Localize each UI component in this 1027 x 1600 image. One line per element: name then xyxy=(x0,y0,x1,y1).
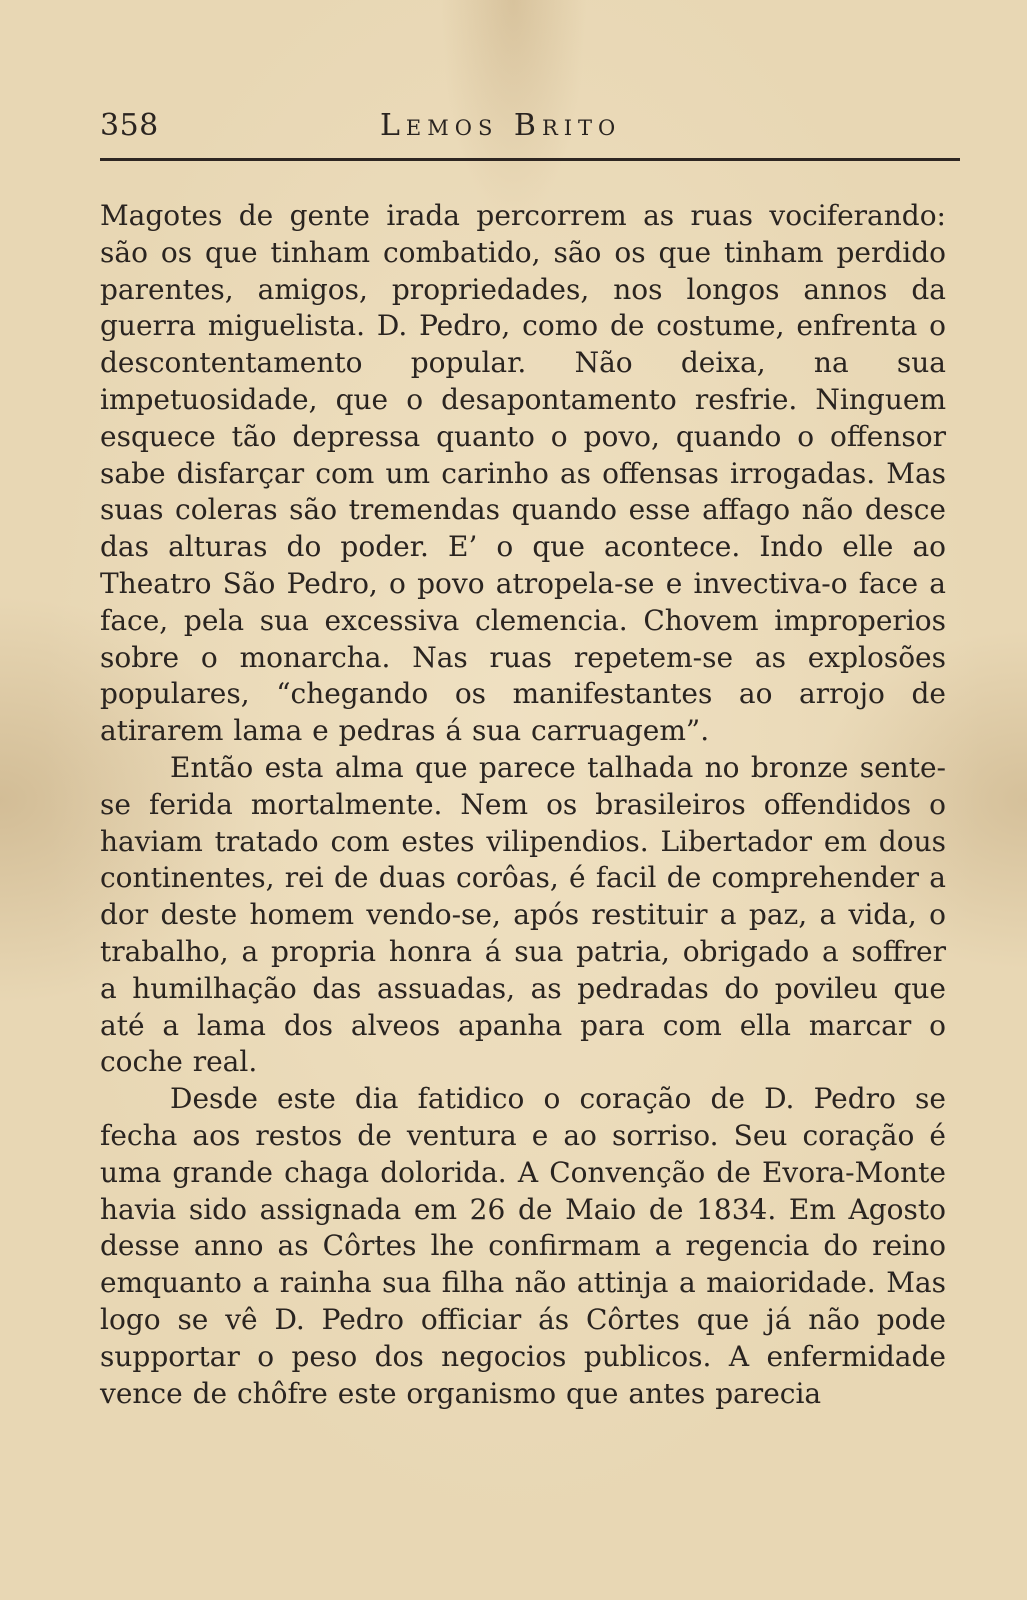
book-page xyxy=(100,0,960,1600)
running-title: Lemos Brito xyxy=(380,108,622,143)
paragraph-1: Magotes de gente irada percorrem as ruas vociferando: são os que tinham combatido, são os que tinham perdido parentes, amigos, propriedades, nos longos annos da guerra miguelista. D. Pedro, como de costume, enfrenta o descontentamento popular. Não deixa, na sua impetuosidade, que o desapontamento resfrie. Ninguem esquece tão depressa quanto o povo, quando o offensor sabe disfarçar com um carinho as offensas irrogadas. Mas suas coleras são tremendas quando esse affago não desce das alturas do poder. E’ o que acontece. Indo elle ao Theatro São Pedro, o povo atropela-se e invectiva-o face a face, pela sua excessiva clemencia. Chovem improperios sobre o monarcha. Nas ruas repetem-se as explosões populares, “chegando os manifestantes ao arrojo de atirarem lama e pedras á sua carruagem”. xyxy=(100,199,946,748)
paragraph-3: Desde este dia fatidico o coração de D. Pedro se fecha aos restos de ventura e ao sorriso. Seu coração é uma grande chaga dolorida. A Convenção de Evora-Monte havia sido assignada em 26 de Maio de 1834. Em Agosto desse anno as Côrtes lhe confirmam a regencia do reino emquanto a rainha sua filha não attinja a maioridade. Mas logo se vê D. Pedro officiar ás Côrtes que já não pode supportar o peso dos negocios publicos. A enfermidade vence de chôfre este organismo que antes parecia xyxy=(100,1082,946,1410)
body-text xyxy=(100,198,946,1412)
paragraph-2: Então esta alma que parece talhada no bronze sente-se ferida mortalmente. Nem os brasileiros offendidos o haviam tratado com estes vilipendios. Libertador em dous continentes, rei de duas corôas, é facil de comprehender a dor deste homem vendo-se, após restituir a paz, a vida, o trabalho, a propria honra á sua patria, obrigado a soffrer a humilhação das assuadas, as pedradas do povileu que até a lama dos alveos apanha para com ella marcar o coche real. xyxy=(100,750,946,1079)
header-rule xyxy=(100,158,960,161)
page-header xyxy=(100,108,960,152)
page-number: 358 xyxy=(100,108,159,143)
